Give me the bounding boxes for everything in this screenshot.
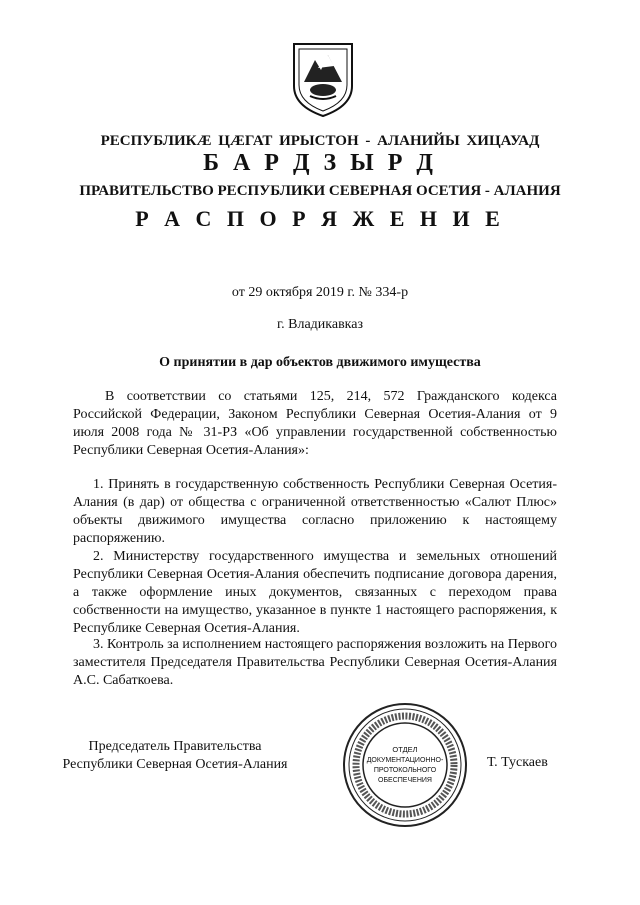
header-document-type: Р А С П О Р Я Ж Е Н И Е bbox=[135, 206, 505, 231]
svg-text:ПРОТОКОЛЬНОГО: ПРОТОКОЛЬНОГО bbox=[373, 767, 437, 774]
signatory-position-line1: Председатель Правительства bbox=[88, 739, 262, 754]
header-bardzyrd: Б А Р Д З Ы Р Д bbox=[203, 150, 437, 176]
document-title: О принятии в дар объектов движимого имущества bbox=[159, 355, 481, 370]
document-dateline: от 29 октября 2019 г. № 334-р bbox=[231, 285, 409, 300]
svg-text:ОТДЕЛ: ОТДЕЛ bbox=[392, 745, 418, 754]
svg-text:ОБЕСПЕЧЕНИЯ: ОБЕСПЕЧЕНИЯ bbox=[378, 777, 432, 784]
document-item-1: 1. Принять в государственную собственность Республики Северная Осетия-Алания (в дар) от общества с ограниченной ответственностью «Салют Плюс» объекты движимого имущества согласно приложению к настоящему распоряжению. bbox=[73, 477, 557, 546]
coat-of-arms-icon bbox=[288, 40, 358, 118]
document-city: г. Владикавказ bbox=[276, 317, 364, 332]
signatory-position bbox=[38, 738, 312, 774]
svg-text:ДОКУМЕНТАЦИОННО-: ДОКУМЕНТАЦИОННО- bbox=[366, 757, 444, 764]
document-item-3: 3. Контроль за исполнением настоящего распоряжения возложить на Первого заместителя Председателя Правительства Республики Северная Осетия-Алания А.С. Сабаткоева. bbox=[73, 637, 557, 688]
signatory-position-line2: Республики Северная Осетия-Алания bbox=[62, 757, 288, 772]
official-stamp-icon bbox=[340, 700, 470, 830]
header-government-name: ПРАВИТЕЛЬСТВО РЕСПУБЛИКИ СЕВЕРНАЯ ОСЕТИЯ - АЛАНИЯ bbox=[79, 183, 561, 199]
signatory-name: Т. Тускаев bbox=[487, 755, 548, 770]
document-intro-paragraph: В соответствии со статьями 125, 214, 572 Гражданского кодекса Российской Федерации, Законом Республики Северная Осетия-Алания от 9 июля 2008 года № 31-РЗ «Об управлении государственной собственностью Республики Северная Осетия-Алания»: bbox=[73, 389, 557, 458]
header-ossetian-government: РЕСПУБЛИКӔ ЦӔГАТ ИРЫСТОН - АЛАНИЙЫ ХИЦАУАД bbox=[100, 133, 540, 149]
document-item-2: 2. Министерству государственного имущества и земельных отношений Республики Северная Осетия-Алания обеспечить подписание договора дарения, а также оформление иных документов, связанных с переходом права собственности на имущество, указанное в пункте 1 настоящего распоряжения, к Республике Северная Осетия-Алания. bbox=[73, 549, 557, 636]
